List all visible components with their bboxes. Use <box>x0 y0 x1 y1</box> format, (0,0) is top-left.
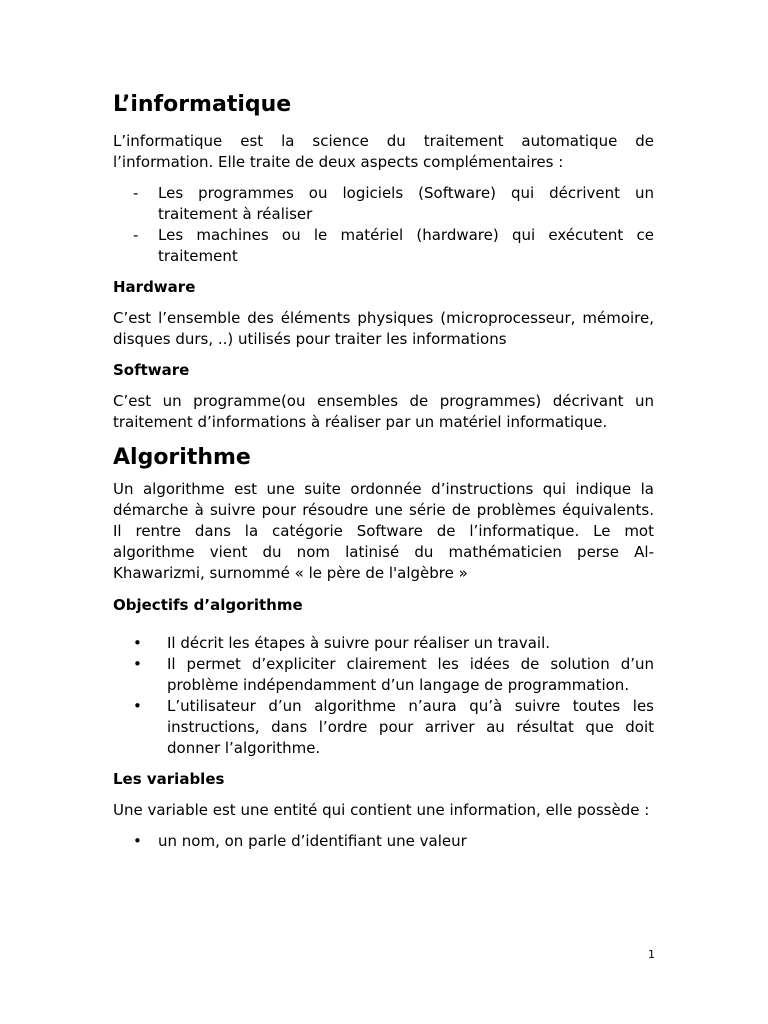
list-item-text: Il permet d’expliciter clairement les idées de solution d’un problème indépendamment d’un langage de programmation. <box>167 655 654 694</box>
heading-algorithme: Algorithme <box>113 445 251 470</box>
list-item <box>113 831 654 852</box>
heading-objectifs: Objectifs d’algorithme <box>113 596 303 614</box>
bullet-marker: • <box>133 634 142 652</box>
list-item-text: Il décrit les étapes à suivre pour réaliser un travail. <box>167 634 551 652</box>
list-item-text: Les machines ou le matériel (hardware) qui exécutent ce traitement <box>158 226 654 265</box>
paragraph-software: C’est un programme(ou ensembles de programmes) décrivant un traitement d’informations à réaliser par un matériel informatique. <box>113 392 654 431</box>
list-objectifs <box>113 633 654 759</box>
paragraph-algorithme: Un algorithme est une suite ordonnée d’instructions qui indique la démarche à suivre pour résoudre une série de problèmes équivalents. Il rentre dans la catégorie Software de l’informatique. Le mot algorithme vient du nom latinisé du mathématicien perse Al-Khawarizmi, surnommé « le père de l'algèbre » <box>113 480 654 582</box>
dash-marker: - <box>133 226 139 244</box>
dash-marker: - <box>133 184 139 202</box>
list-item <box>113 633 654 654</box>
list-aspects <box>113 183 654 267</box>
paragraph-hardware: C’est l’ensemble des éléments physiques (microprocesseur, mémoire, disques durs, ..) utilisés pour traiter les informations <box>113 309 654 348</box>
heading-informatique: L’informatique <box>113 92 292 117</box>
heading-software: Software <box>113 361 190 379</box>
heading-hardware: Hardware <box>113 278 196 296</box>
paragraph-variables: Une variable est une entité qui contient une information, elle possède : <box>113 801 650 819</box>
paragraph-informatique-intro: L’informatique est la science du traitement automatique de l’information. Elle traite de deux aspects complémentaires : <box>113 132 654 171</box>
list-item <box>113 183 654 225</box>
list-item <box>113 654 654 696</box>
heading-variables: Les variables <box>113 770 225 788</box>
list-item-text: L’utilisateur d’un algorithme n’aura qu’à suivre toutes les instructions, dans l’ordre pour arriver au résultat que doit donner l’algorithme. <box>167 697 654 757</box>
bullet-marker: • <box>133 697 142 715</box>
page-number: 1 <box>648 948 655 961</box>
bullet-marker: • <box>133 655 142 673</box>
list-item-text: un nom, on parle d’identifiant une valeur <box>158 832 467 850</box>
document-page <box>113 88 654 852</box>
list-variables <box>113 831 654 852</box>
list-item <box>113 696 654 759</box>
list-item-text: Les programmes ou logiciels (Software) qui décrivent un traitement à réaliser <box>158 184 654 223</box>
list-item <box>113 225 654 267</box>
bullet-marker: • <box>133 832 142 850</box>
